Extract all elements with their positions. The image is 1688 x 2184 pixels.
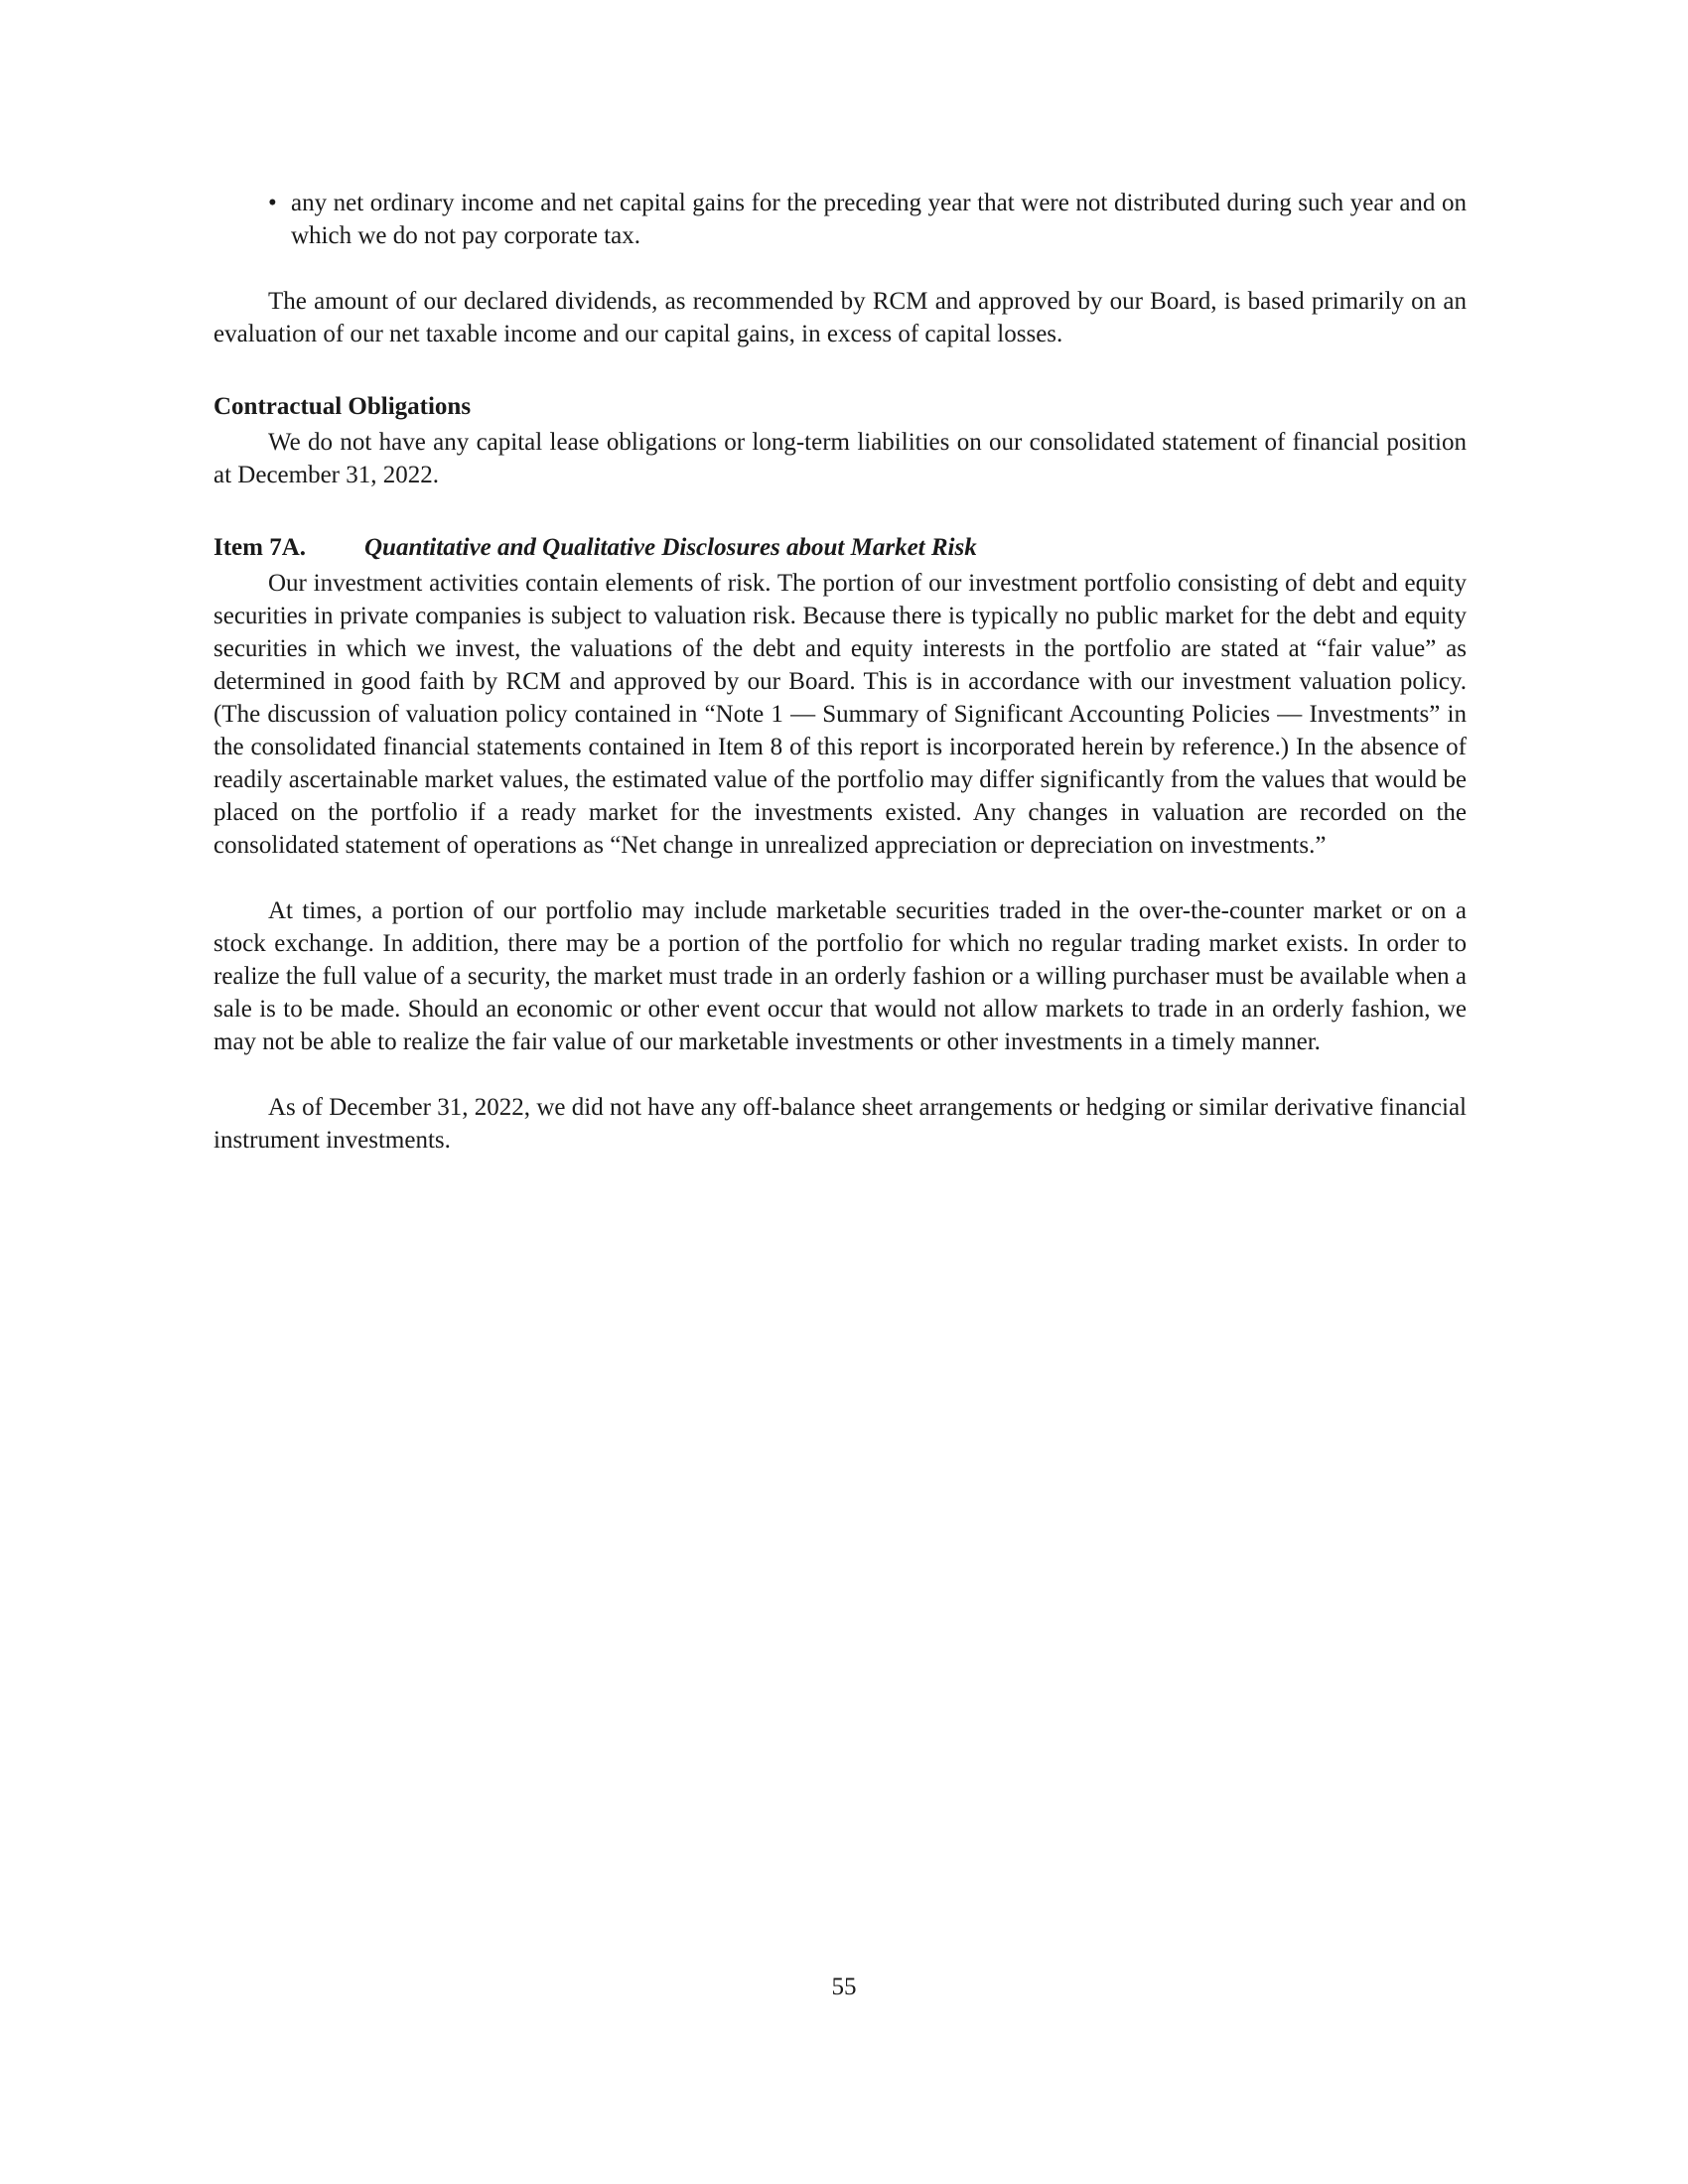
market-risk-paragraph-1: Our investment activities contain elements of risk. The portion of our investment portfolio consisting of debt and equity securities in private companies is subject to valuation risk. Because there is typically no public market for the debt and equity securities in which we invest, the valuations of the debt and equity interests in the portfolio are stated at “fair value” as determined in good faith by RCM and approved by our Board. This is in accordance with our investment valuation policy. (The discussion of valuation policy contained in “Note 1 — Summary of Significant Accounting Policies — Investments” in the consolidated financial statements contained in Item 8 of this report is incorporated herein by reference.) In the absence of readily ascertainable market values, the estimated value of the portfolio may differ significantly from the values that would be placed on the portfolio if a ready market for the investments existed. Any changes in valuation are recorded on the consolidated statement of operations as “Net change in unrealized appreciation or depreciation on investments.” xyxy=(213,570,1467,859)
market-risk-paragraph-2: At times, a portion of our portfolio may include marketable securities traded in the over-the-counter market or on a stock exchange. In addition, there may be a portion of the portfolio for which no regular trading market exists. In order to realize the full value of a security, the market must trade in an orderly fashion or a willing purchaser must be available when a sale is to be made. Should an economic or other event occur that would not allow markets to trade in an orderly fashion, we may not be able to realize the fair value of our marketable investments or other investments in a timely manner. xyxy=(213,897,1467,1055)
page-number: 55 xyxy=(831,1974,857,2000)
bullet-item xyxy=(213,187,1467,252)
market-risk-paragraph-3: As of December 31, 2022, we did not have any off-balance sheet arrangements or hedging or similar derivative financial instrument investments. xyxy=(213,1094,1467,1154)
contractual-obligations-paragraph: We do not have any capital lease obligations or long-term liabilities on our consolidated statement of financial position at December 31, 2022. xyxy=(213,429,1467,488)
item-title: Quantitative and Qualitative Disclosures about Market Risk xyxy=(364,534,977,561)
bullet-text: any net ordinary income and net capital gains for the preceding year that were not distributed during such year and on which we do not pay corporate tax. xyxy=(291,190,1467,249)
item-number: Item 7A. xyxy=(213,534,307,561)
document-page xyxy=(213,187,1467,1157)
dividends-paragraph: The amount of our declared dividends, as recommended by RCM and approved by our Board, is based primarily on an evaluation of our net taxable income and our capital gains, in excess of capital losses. xyxy=(213,288,1467,347)
contractual-obligations-heading: Contractual Obligations xyxy=(213,393,472,420)
bullet-marker: • xyxy=(268,190,277,216)
item-7a-heading xyxy=(213,531,1467,564)
